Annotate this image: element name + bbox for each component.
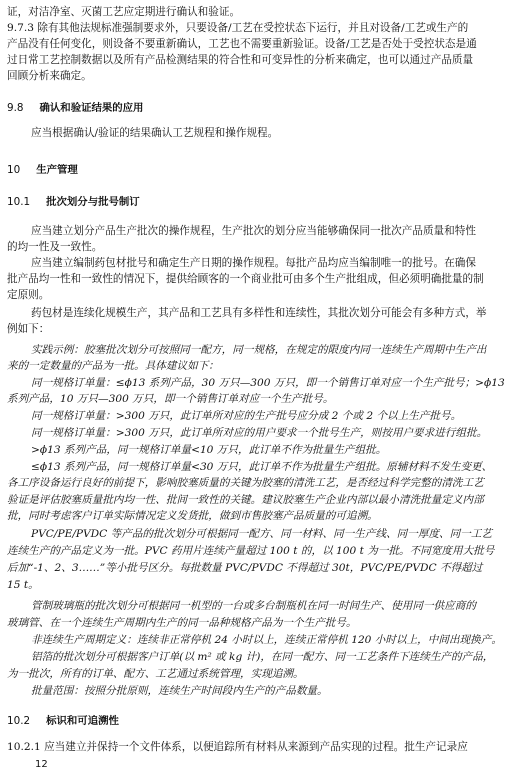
text-line: 的均一性及一致性。: [7, 241, 103, 253]
section-heading-10-2: [0, 714, 529, 728]
page-number: 12: [35, 759, 48, 770]
text-line: 例如下：: [7, 323, 50, 335]
section-number: 10.1: [7, 196, 31, 208]
section-title: 确认和验证结果的应用: [39, 102, 144, 114]
text-line: 应当建立划分产品生产批次的操作规程，生产批次的划分应当能够确保同一批次产品质量和特性: [31, 225, 476, 237]
section-title: 批次划分与批号制订: [46, 196, 140, 208]
example-line: PVC/PE/PVDC 等产品的批次划分可根据同一配方、同一材料、同一生产线、同一厚度、同一工艺: [31, 528, 493, 540]
example-line: 各工序设备运行良好的前提下，影响胶塞质量的关键为胶塞的清洗工艺，是否经过科学完整的清洗工艺: [7, 477, 484, 489]
section-number: 10: [7, 164, 21, 176]
example-line: 连续生产的产品定义为一批。PVC 药用片连续产量超过 100 t 的，以 100 t 为一批。不同宽度用大批号: [7, 545, 495, 557]
example-line: ≤ϕ13 系列产品，同一规格订单量<30 万只，此订单不作为批量生产组批。原辅材料不发生变更、: [31, 461, 493, 473]
text-line: 应当建立编制药包材批号和确定生产日期的操作规程。每批产品均应当编制唯一的批号。在确保: [31, 257, 476, 269]
example-line: 批，同时考虑客户订单实际情况定义发货批，做到市售胶塞产品质量的可追溯。: [7, 510, 378, 522]
text-line: 定原则。: [7, 289, 50, 301]
example-line: 验证是评估胶塞质量批内均一性、批间一致性的关键。建议胶塞生产企业内部以最小清洗批量定义内部: [7, 494, 484, 506]
example-line: 为一批次，所有的订单、配方、工艺通过系统管理，实现追溯。: [7, 668, 304, 680]
example-line: 同一规格订单量：≤ϕ13 系列产品，30 万只—300 万只，即一个销售订单对应一个生产批号；>ϕ13: [31, 377, 505, 389]
section-title: 标识和可追溯性: [46, 715, 119, 727]
example-line: 后加“-1、2、3……”等小批号区分。每批数量 PVC/PVDC 不得超过 30t，PVC/PE/PVDC 不得超过: [7, 562, 483, 574]
example-line: 来的一定数量的产品为一批。具体建议如下：: [7, 360, 219, 372]
example-line: 同一规格订单量：>300 万只，此订单所对应的生产批号应分成 2 个或 2 个以上生产批号。: [31, 410, 462, 422]
example-line: 批量范围：按照分批原则，连续生产时间段内生产的产品数量。: [31, 685, 328, 697]
example-line: 非连续生产周期定义：连续非正常停机 24 小时以上，连续正常停机 120 小时以上，中间出现换产。: [31, 634, 502, 646]
section-number: 9.8: [7, 102, 24, 114]
text-line: 应当根据确认/验证的结果确认工艺规程和操作规程。: [31, 127, 279, 139]
text-line: 过日常工艺控制数据以及所有产品检测结果的符合性和可变异性的分析来确定，也可以通过产品质量: [7, 54, 474, 66]
section-title: 生产管理: [36, 164, 78, 176]
section-number: 10.2: [7, 715, 31, 727]
example-line: 同一规格订单量：>300 万只，此订单所对应的用户要求一个批号生产，则按用户要求进行组批。: [31, 427, 488, 439]
text-line: 批产品均一性和一致性的情况下，提供给顾客的一个商业批可由多个生产批组成，但必须明确批量的制: [7, 273, 484, 285]
example-line: 管制玻璃瓶的批次划分可根据同一机型的一台或多台制瓶机在同一时间生产、使用同一供应商的: [31, 600, 476, 612]
section-heading-10-1: [0, 195, 529, 209]
example-line: 铝箔的批次划分可根据客户订单(以 m² 或 kg 计)，在同一配方、同一工艺条件下连续生产的产品，: [31, 651, 494, 663]
example-line: 系列产品，10 万只—300 万只，即一个销售订单对应一个生产批号。: [7, 393, 334, 405]
example-line: 实践示例：胶塞批次划分可按照同一配方，同一规格，在规定的限度内同一连续生产周期中生产出: [31, 344, 487, 356]
example-line: 15 t。: [7, 579, 39, 591]
text-line: 回顾分析来确定。: [7, 70, 92, 82]
example-line: 玻璃管、在一个连续生产周期内生产的同一品种规格产品为一个生产批号。: [7, 617, 357, 629]
clause-9-7-3: 9.7.3 除有其他法规标准强制要求外，只要设备/工艺在受控状态下运行，并且对设备/工艺或生产的: [7, 22, 469, 34]
example-line: >ϕ13 系列产品，同一规格订单量<10 万只，此订单不作为批量生产组批。: [31, 444, 387, 456]
section-heading-10: [0, 163, 529, 177]
text-line: 药包材是连续化规模生产，其产品和工艺具有多样性和连续性，其批次划分可能会有多种方式，举: [31, 307, 487, 319]
clause-10-2-1: 10.2.1 应当建立并保持一个文件体系，以便追踪所有材料从来源到产品实现的过程。批生产记录应: [7, 741, 468, 753]
text-line: 产品没有任何变化，则设备不要重新确认，工艺也不需要重新验证。设备/工艺是否处于受控状态是通: [7, 38, 477, 50]
section-heading-9-8: [0, 101, 529, 115]
text-line: 证，对洁净室、灭菌工艺应定期进行确认和验证。: [7, 6, 241, 18]
